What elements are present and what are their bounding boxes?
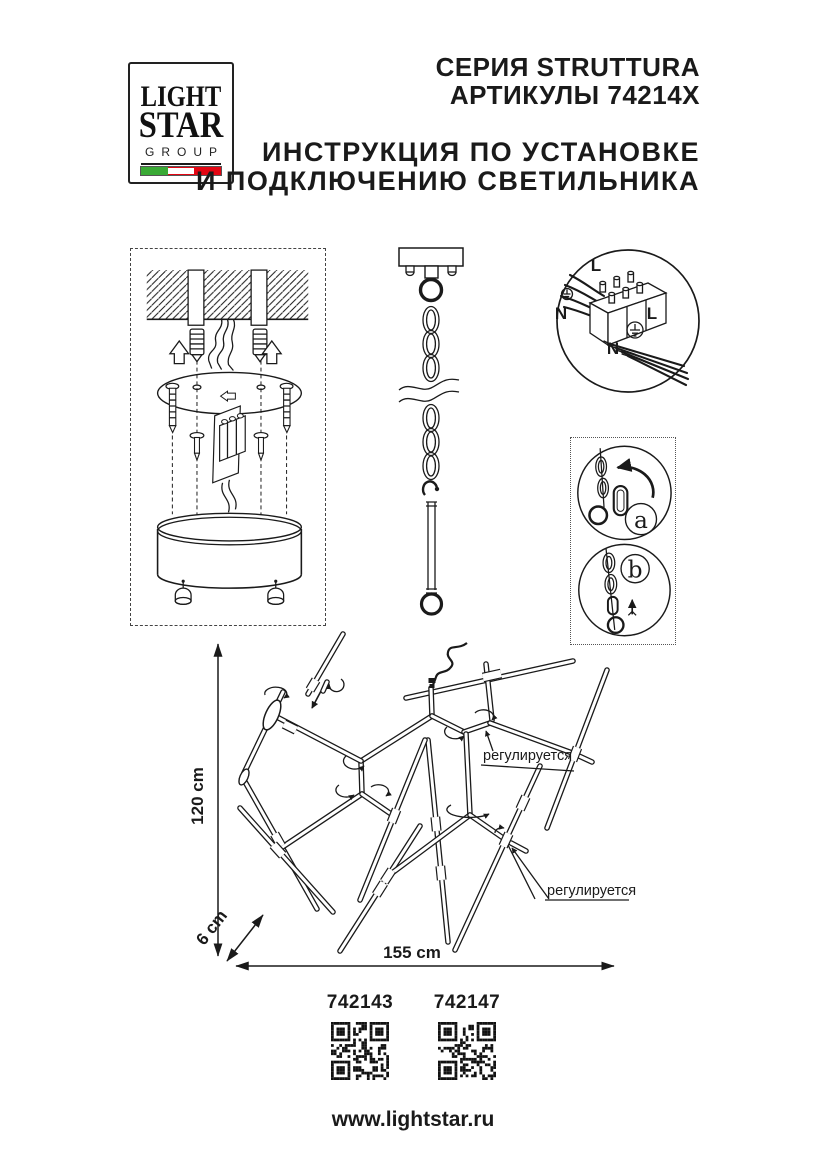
website-url: www.lightstar.ru [331,1108,495,1131]
insert-arrow-icon [312,691,321,708]
ceiling-mounting-drawing [131,249,324,624]
step-b-label: b [627,556,643,584]
wall-plug [190,329,204,361]
step-b-circle [579,544,670,635]
depth-dimension [192,906,263,961]
instruction-title: ИНСТРУКЦИЯ ПО УСТАНОВКЕ И ПОДКЛЮЧЕНИЮ СВЕТИЛЬНИКА [196,137,700,196]
chain [399,307,459,480]
article-number: 742143 [326,992,394,1013]
depth-label: 6 cm [192,906,232,949]
qr-code [331,1022,389,1080]
line-label-in: L [590,256,602,275]
line-label-out: L [646,304,658,323]
ceiling-bracket [399,248,463,301]
article-line: АРТИКУЛЫ 74214X [449,80,700,110]
up-arrow-icon [170,341,189,364]
ceiling-wires [209,319,235,370]
chain-adjust-drawing [571,438,674,643]
ceiling-hatch [147,270,308,319]
width-label: 155 cm [383,943,441,962]
logo-word-light: LIGHT [140,80,222,113]
width-dimension [236,943,614,966]
logo-word-star: STAR [138,105,224,146]
neutral-label-in: N [554,304,568,323]
suspension-rod [422,481,442,614]
product-qr-2 [426,992,508,1080]
chain-adjust-steps [570,437,676,645]
wall-plug [253,329,267,361]
screw [190,433,204,461]
product-qr-1 [319,992,401,1080]
neutral-label-out: N [606,339,620,358]
svg-text:регулируется: регулируется [483,748,573,764]
suspension-parts-diagram [385,240,480,625]
article-number: 742147 [433,992,501,1013]
screw [254,433,268,461]
svg-text:регулируется: регулируется [547,883,637,899]
canopy [158,513,302,588]
terminal-block [213,406,245,512]
lamp-tubes [240,634,607,951]
height-label: 120 cm [188,767,207,825]
series-title [436,53,700,109]
logo-word-group: GROUP [144,145,224,159]
ceiling-mounting-diagram [130,248,326,626]
step-a-circle [578,446,671,539]
qr-code [438,1022,496,1080]
swivel-disc [260,698,285,733]
step-a-label: a [634,506,648,534]
chandelier-dimension-diagram [180,628,660,986]
wiring-connection-diagram [552,245,704,397]
power-cord [429,643,468,688]
series-line: СЕРИЯ STRUTTURA [435,52,700,82]
